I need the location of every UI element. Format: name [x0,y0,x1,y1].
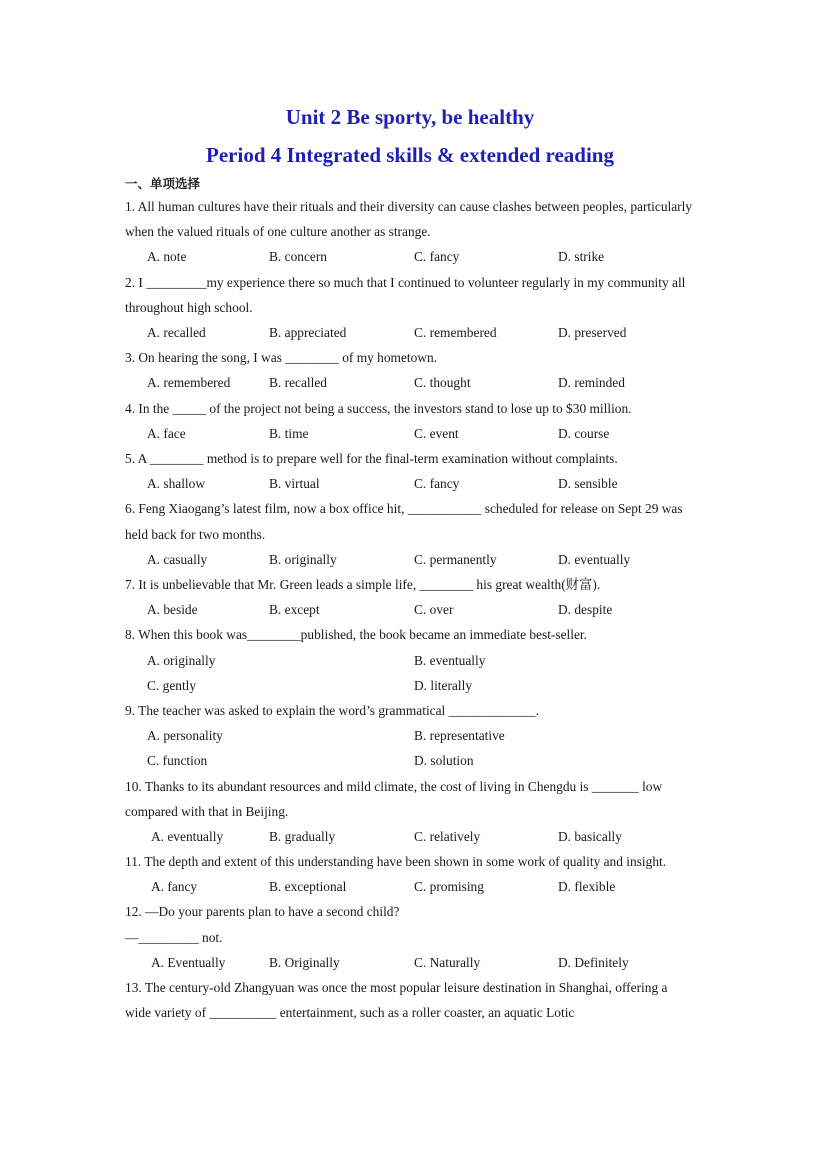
options-row [125,824,695,849]
question-stem: 8. When this book was________published, the book became an immediate best-seller. [125,627,588,643]
option-d: D. strike [558,249,605,265]
option-c: C. promising [414,879,484,895]
option-c: C. permanently [414,551,497,567]
option-d: D. literally [414,677,473,693]
option-c: C. gently [147,677,197,693]
options-row [125,748,695,773]
options-row [125,723,695,748]
page-subtitle: Period 4 Integrated skills & extended reading [206,143,614,167]
option-a: A. face [147,425,186,441]
option-b: B. representative [414,728,505,744]
question-9 [125,698,695,774]
option-b: B. concern [269,249,328,265]
question-5 [125,446,695,496]
question-6 [125,496,695,572]
question-11 [125,849,695,899]
option-c: C. thought [414,375,471,391]
question-stem: 4. In the _____ of the project not being a success, the investors stand to lose up to $30 million. [125,400,632,416]
option-c: C. fancy [414,476,460,492]
option-d: D. solution [414,753,474,769]
option-c: C. event [414,425,459,441]
question-reply: —_________ not. [125,929,223,945]
question-stem: 7. It is unbelievable that Mr. Green leads a simple life, ________ his great wealth(财富). [125,576,601,592]
option-c: C. over [414,602,454,618]
option-a: A. recalled [147,325,206,340]
options-row [125,547,695,572]
page-title: Unit 2 Be sporty, be healthy [285,105,535,129]
options-row [125,471,695,496]
option-b: B. recalled [269,375,327,391]
options-row [125,597,695,622]
question-4 [125,396,695,446]
question-10 [125,774,695,850]
question-stem: 12. —Do your parents plan to have a second child? [125,904,400,920]
question-stem: 9. The teacher was asked to explain the word’s grammatical _____________. [125,702,540,718]
option-b: B. except [269,602,320,618]
options-row [125,244,695,269]
question-stem: 13. The century-old Zhangyuan was once the most popular leisure destination in Shanghai, offering a wide variety of __________ entertainment, such as a roller coaster, an aquatic Lotic [125,980,668,1021]
option-c: C. fancy [414,249,460,265]
option-a: A. note [147,249,187,265]
option-d: D. basically [558,828,622,844]
option-a: A. eventually [151,828,224,844]
section-heading: 一、单项选择 [125,176,201,191]
option-b: B. gradually [269,828,336,844]
option-a: A. beside [147,602,198,618]
option-c: C. remembered [414,325,497,340]
options-row [125,950,695,975]
question-stem: 5. A ________ method is to prepare well for the final-term examination without complaints. [125,450,618,466]
option-c: C. relatively [414,828,481,844]
option-a: A. personality [147,728,223,744]
options-row [125,673,695,698]
question-13 [125,975,695,1025]
document-page [125,98,695,1025]
question-1 [125,194,695,270]
option-b: B. eventually [414,652,486,668]
question-3 [125,345,695,395]
option-a: A. casually [147,551,208,567]
question-stem: 3. On hearing the song, I was ________ of my hometown. [125,350,438,366]
question-stem: 2. I _________my experience there so much that I continued to volunteer regularly in my community all throughout high school. [125,274,686,315]
option-d: D. despite [558,602,613,618]
option-d: D. sensible [558,476,618,492]
options-row [125,370,695,395]
option-d: D. course [558,425,610,441]
question-stem: 6. Feng Xiaogang’s latest film, now a box office hit, ___________ scheduled for release on Sept 29 was held back for two months. [125,501,683,542]
option-b: B. virtual [269,476,320,492]
option-d: D. reminded [558,375,625,391]
option-c: C. function [147,753,208,769]
option-d: D. flexible [558,879,616,895]
option-b: B. originally [269,551,337,567]
option-a: A. fancy [151,879,198,895]
option-c: C. Naturally [414,954,481,970]
question-8 [125,622,695,698]
option-a: A. originally [147,652,216,668]
options-row [125,320,695,345]
options-row [125,874,695,899]
option-d: D. eventually [558,551,631,567]
question-2 [125,270,695,346]
question-stem: 1. All human cultures have their rituals and their diversity can cause clashes between peoples, particularly when the valued rituals of one culture another as strange. [125,199,693,240]
question-stem: 10. Thanks to its abundant resources and mild climate, the cost of living in Chengdu is _______ low compared with that in Beijing. [125,778,663,819]
option-b: B. time [269,425,309,441]
option-d: D. Definitely [558,954,629,970]
options-row [125,421,695,446]
option-a: A. shallow [147,476,206,492]
option-b: B. Originally [269,954,340,970]
options-row [125,648,695,673]
option-d: D. preserved [558,325,627,340]
option-a: A. remembered [147,375,231,391]
question-12 [125,899,695,975]
option-a: A. Eventually [151,954,226,970]
option-b: B. exceptional [269,879,347,895]
question-7 [125,572,695,622]
option-b: B. appreciated [269,325,347,340]
question-stem: 11. The depth and extent of this understanding have been shown in some work of quality and insight. [125,854,667,870]
